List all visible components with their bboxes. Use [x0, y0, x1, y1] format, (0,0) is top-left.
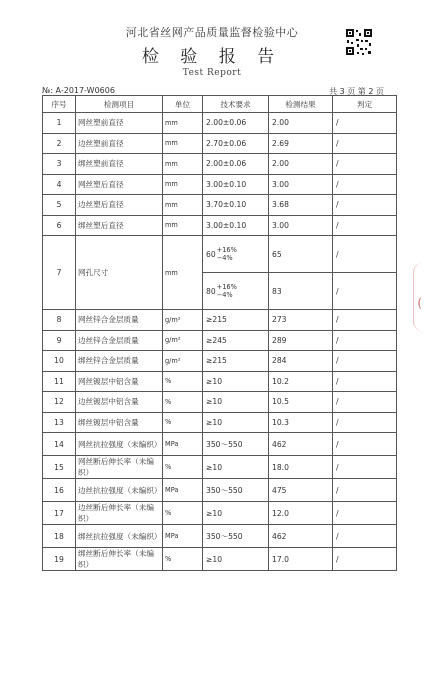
column-header: 检测项目: [76, 96, 163, 113]
judgement: /: [333, 310, 397, 331]
judgement: /: [333, 330, 397, 351]
unit: MPa: [163, 433, 203, 456]
test-item: 绑丝断后伸长率（未编织）: [76, 548, 163, 571]
judgement: /: [333, 433, 397, 456]
row-number: 1: [43, 113, 76, 134]
table-row: [43, 351, 397, 372]
report-title-en: Test Report: [182, 68, 242, 78]
page-indicator: 共 3 页 第 2 页: [329, 87, 384, 96]
judgement: /: [333, 351, 397, 372]
test-item: 绑丝抗拉强度（未编织）: [76, 525, 163, 548]
test-item: 边丝镀层中铝含量: [76, 392, 163, 413]
judgement: /: [333, 236, 397, 273]
unit: %: [163, 412, 203, 433]
result: 462: [269, 433, 333, 456]
judgement: /: [333, 174, 397, 195]
result: 2.00: [269, 154, 333, 175]
result: 10.3: [269, 412, 333, 433]
result: 3.00: [269, 215, 333, 236]
test-item: 绑丝塑前直径: [76, 154, 163, 175]
judgement: /: [333, 548, 397, 571]
column-header: 技术要求: [203, 96, 269, 113]
unit: mm: [163, 236, 203, 310]
row-number: 8: [43, 310, 76, 331]
seal-stamp-mark: (: [417, 296, 422, 310]
row-number: 5: [43, 195, 76, 216]
test-item: 边丝锌合金层质量: [76, 330, 163, 351]
table-row: [43, 133, 397, 154]
result: 475: [269, 479, 333, 502]
unit: MPa: [163, 479, 203, 502]
row-number: 7: [43, 236, 76, 310]
table-row: [43, 456, 397, 479]
result: 462: [269, 525, 333, 548]
table-row: [43, 502, 397, 525]
requirement: 350～550: [203, 433, 269, 456]
unit: %: [163, 371, 203, 392]
table-row: [43, 154, 397, 175]
test-item: 绑丝镀层中铝含量: [76, 412, 163, 433]
table-row: [43, 174, 397, 195]
report-title-zh: 检 验 报 告: [141, 47, 283, 67]
test-item: 绑丝塑后直径: [76, 215, 163, 236]
test-item: 绑丝锌合金层质量: [76, 351, 163, 372]
table-row: [43, 548, 397, 571]
row-number: 4: [43, 174, 76, 195]
requirement: ≥10: [203, 502, 269, 525]
result: 273: [269, 310, 333, 331]
requirement: 350～550: [203, 525, 269, 548]
unit: g/m²: [163, 310, 203, 331]
judgement: /: [333, 502, 397, 525]
test-item: 边丝塑后直径: [76, 195, 163, 216]
judgement: /: [333, 392, 397, 413]
judgement: /: [333, 113, 397, 134]
row-number: 18: [43, 525, 76, 548]
requirement: ≥10: [203, 548, 269, 571]
unit: %: [163, 502, 203, 525]
unit: %: [163, 548, 203, 571]
row-number: 3: [43, 154, 76, 175]
requirement: 350～550: [203, 479, 269, 502]
test-item: 网丝锌合金层质量: [76, 310, 163, 331]
lower-tolerance: −4%: [216, 291, 233, 299]
table-row: [43, 525, 397, 548]
row-number: 16: [43, 479, 76, 502]
judgement: /: [333, 456, 397, 479]
result: 65: [269, 236, 333, 273]
requirement: ≥215: [203, 310, 269, 331]
unit: mm: [163, 154, 203, 175]
column-header: 检测结果: [269, 96, 333, 113]
unit: mm: [163, 215, 203, 236]
judgement: /: [333, 133, 397, 154]
requirement: 2.70±0.06: [203, 133, 269, 154]
judgement: /: [333, 371, 397, 392]
test-item: 边丝抗拉强度（未编织）: [76, 479, 163, 502]
unit: %: [163, 392, 203, 413]
result: 83: [269, 273, 333, 310]
row-number: 11: [43, 371, 76, 392]
upper-tolerance: +16%: [216, 246, 237, 254]
test-item: 边丝塑前直径: [76, 133, 163, 154]
requirement: [203, 273, 269, 310]
test-item: 网丝镀层中铝含量: [76, 371, 163, 392]
test-item: 网丝断后伸长率（未编织）: [76, 456, 163, 479]
lower-tolerance: −4%: [216, 254, 233, 262]
unit: mm: [163, 133, 203, 154]
organization-name: 河北省丝网产品质量监督检验中心: [125, 26, 299, 39]
table-row: [43, 215, 397, 236]
row-number: 13: [43, 412, 76, 433]
requirement: ≥10: [203, 392, 269, 413]
judgement: /: [333, 479, 397, 502]
test-item: 网丝抗拉强度（未编织）: [76, 433, 163, 456]
unit: %: [163, 456, 203, 479]
column-header: 序号: [43, 96, 76, 113]
result: 17.0: [269, 548, 333, 571]
column-header: 判定: [333, 96, 397, 113]
judgement: /: [333, 195, 397, 216]
row-number: 14: [43, 433, 76, 456]
row-number: 10: [43, 351, 76, 372]
result: 284: [269, 351, 333, 372]
requirement: [203, 236, 269, 273]
unit: mm: [163, 174, 203, 195]
upper-tolerance: +16%: [216, 283, 237, 291]
unit: mm: [163, 113, 203, 134]
qr-code-icon: [345, 28, 373, 56]
judgement: /: [333, 273, 397, 310]
result: 3.00: [269, 174, 333, 195]
result: 289: [269, 330, 333, 351]
table-row: [43, 412, 397, 433]
table-row: [43, 113, 397, 134]
test-item: 网丝塑前直径: [76, 113, 163, 134]
test-item: 边丝断后伸长率（未编织）: [76, 502, 163, 525]
table-row: [43, 433, 397, 456]
requirement: 3.00±0.10: [203, 215, 269, 236]
requirement: ≥10: [203, 412, 269, 433]
row-number: 15: [43, 456, 76, 479]
table-row: [43, 371, 397, 392]
result: 10.2: [269, 371, 333, 392]
result: 3.68: [269, 195, 333, 216]
nominal-value: 80: [206, 286, 216, 296]
row-number: 6: [43, 215, 76, 236]
requirement: ≥245: [203, 330, 269, 351]
judgement: /: [333, 215, 397, 236]
row-number: 9: [43, 330, 76, 351]
row-number: 2: [43, 133, 76, 154]
row-number: 19: [43, 548, 76, 571]
result: 2.00: [269, 113, 333, 134]
unit: mm: [163, 195, 203, 216]
requirement: 2.00±0.06: [203, 113, 269, 134]
result: 18.0: [269, 456, 333, 479]
test-item: 网丝塑后直径: [76, 174, 163, 195]
table-row: [43, 330, 397, 351]
test-item: 网孔尺寸: [76, 236, 163, 310]
nominal-value: 60: [206, 249, 216, 259]
report-number: №: A-2017-W0606: [42, 86, 115, 95]
requirement: ≥10: [203, 371, 269, 392]
judgement: /: [333, 412, 397, 433]
table-row: [43, 236, 397, 273]
table-header-row: [43, 96, 397, 113]
unit: MPa: [163, 525, 203, 548]
table-row: [43, 195, 397, 216]
result: 2.69: [269, 133, 333, 154]
table-row: [43, 392, 397, 413]
result: 12.0: [269, 502, 333, 525]
report-table: [42, 95, 397, 571]
requirement: 3.00±0.10: [203, 174, 269, 195]
requirement: ≥215: [203, 351, 269, 372]
requirement: 3.70±0.10: [203, 195, 269, 216]
result: 10.5: [269, 392, 333, 413]
row-number: 12: [43, 392, 76, 413]
judgement: /: [333, 525, 397, 548]
judgement: /: [333, 154, 397, 175]
column-header: 单位: [163, 96, 203, 113]
row-number: 17: [43, 502, 76, 525]
unit: g/m²: [163, 351, 203, 372]
table-row: [43, 310, 397, 331]
unit: g/m²: [163, 330, 203, 351]
table-row: [43, 479, 397, 502]
requirement: ≥10: [203, 456, 269, 479]
requirement: 2.00±0.06: [203, 154, 269, 175]
